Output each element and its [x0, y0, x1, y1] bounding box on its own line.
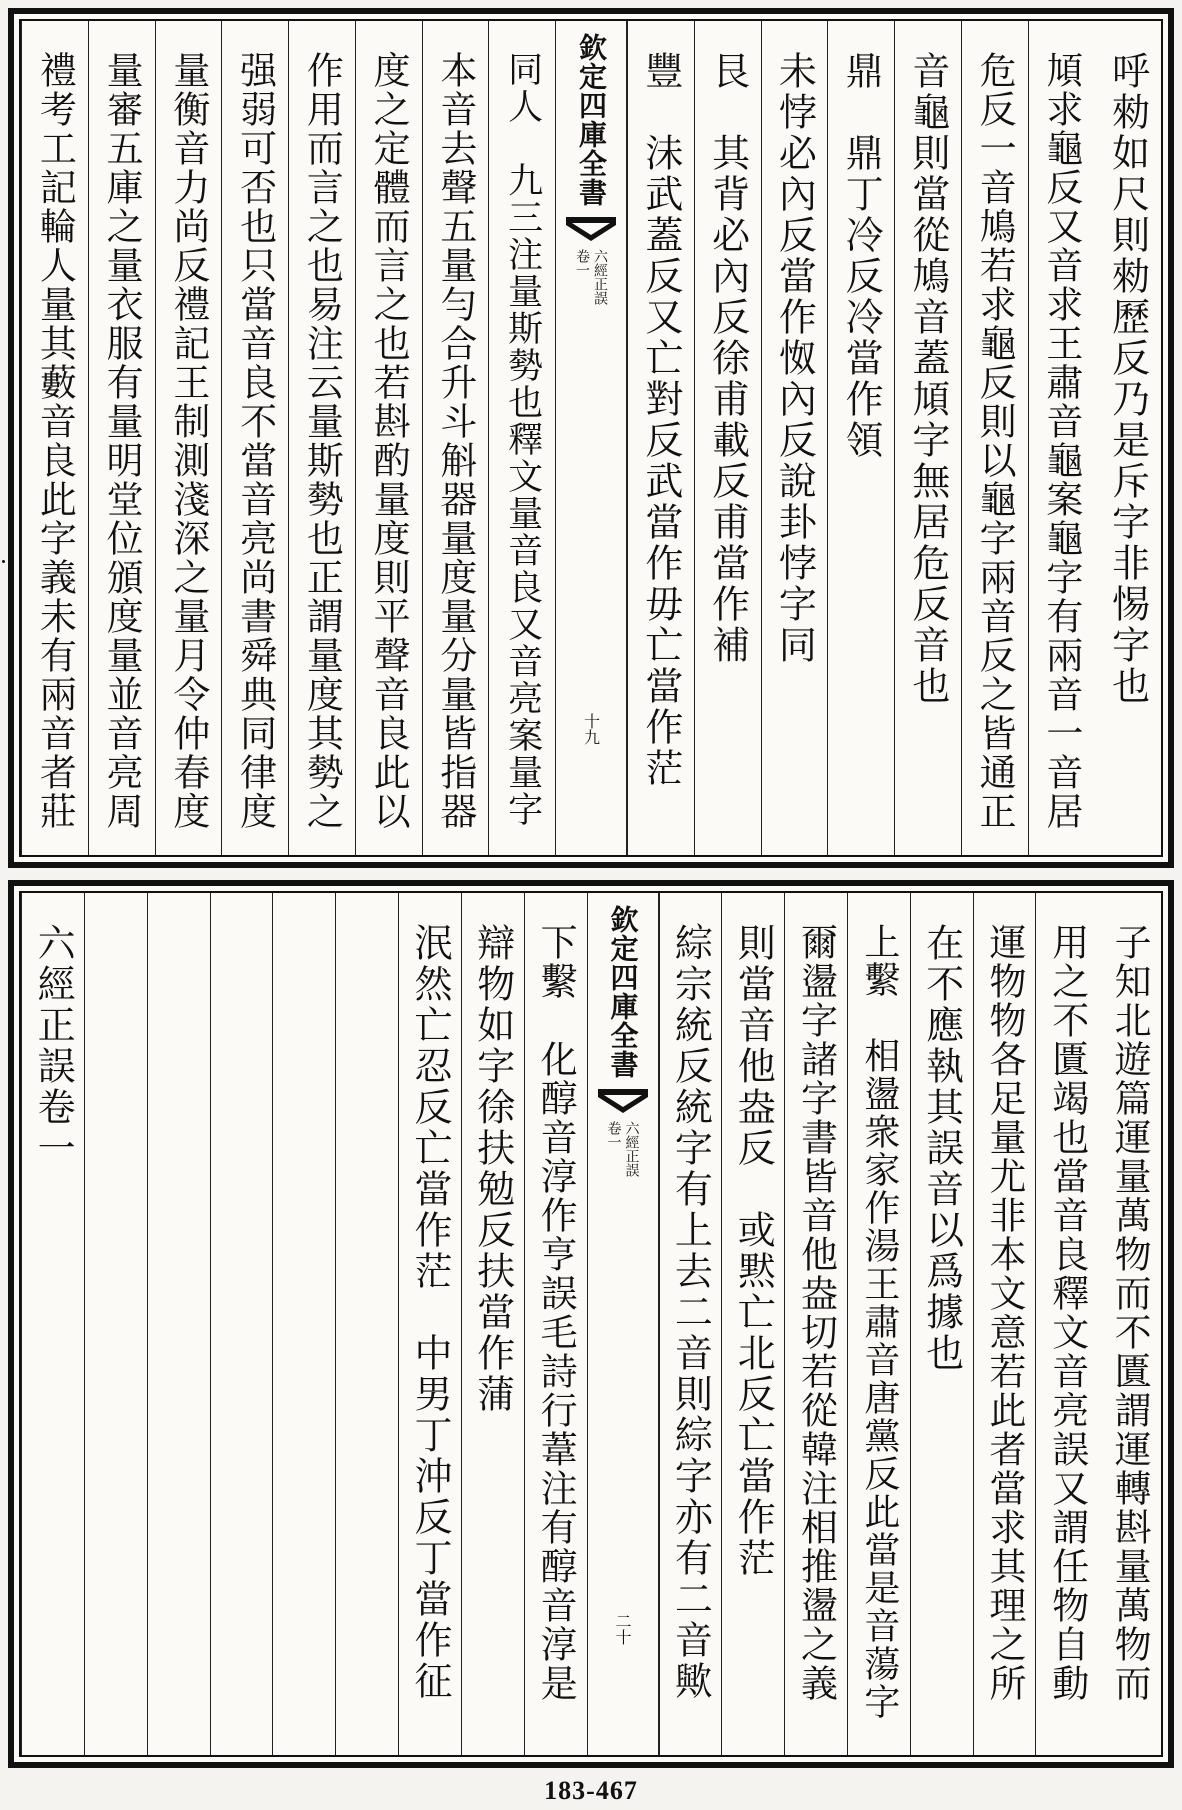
text-column: [288, 21, 355, 855]
column-text: 危反一音鳩若求龜反則以龜字兩音反之皆通正: [973, 51, 1017, 831]
text-column: [827, 21, 894, 855]
page-footer-number: 183-467: [544, 1776, 638, 1805]
text-column: [961, 21, 1028, 855]
column-text: 本音去聲五量勻合升斗斛器量度量分量皆指器: [433, 51, 477, 831]
column-text: 鼎 鼎丁冷反冷當作領: [839, 51, 884, 461]
center-fold: [587, 893, 659, 1755]
empty-column: [272, 893, 335, 1755]
text-column: [910, 893, 973, 1755]
fishtail-mark-icon: [564, 215, 618, 243]
text-column: [1094, 21, 1161, 855]
text-column: [784, 893, 847, 1755]
column-text: 艮 其背必內反徐甫載反甫當作補: [705, 51, 750, 666]
column-text: 六經正誤卷一: [31, 923, 76, 1169]
column-text: 頄求龜反又音求王肅音龜案龜字有兩音一音居: [1039, 51, 1083, 831]
text-column: [21, 893, 84, 1755]
bottom-page-columns: [21, 893, 1161, 1755]
column-text: 綜宗統反統字有上去二音則綜字亦有二音歟: [668, 923, 713, 1702]
empty-column: [147, 893, 210, 1755]
text-column: [1028, 21, 1095, 855]
column-text: 上繫 相盪衆家作湯王肅音唐黨反此當是音蕩字: [858, 923, 900, 1721]
fishtail-mark-icon: [596, 1087, 650, 1115]
column-text: 則當音他盎反 或黙亡北反亡當作茫: [731, 923, 776, 1579]
text-column: [973, 893, 1036, 1755]
bottom-page-frame: [19, 891, 1163, 1757]
series-title: 欽定四庫全書: [606, 905, 640, 1079]
text-column: [355, 21, 422, 855]
text-column: [155, 21, 222, 855]
scan-speck: [2, 560, 5, 563]
book-title: 六經正誤: [592, 249, 608, 305]
column-text: 量衡音力尚反禮記王制測淺深之量月令仲春度: [166, 51, 210, 831]
series-title: 欽定四庫全書: [575, 33, 608, 207]
text-column: [524, 893, 587, 1755]
text-column: [694, 21, 761, 855]
center-fold: [555, 21, 627, 855]
column-text: 豐 沬武蓋反又亡對反武當作毋亡當作茫: [638, 51, 683, 789]
empty-column: [335, 893, 398, 1755]
text-column: [627, 21, 694, 855]
text-column: [398, 893, 461, 1755]
column-text: 辯物如字徐扶勉反扶當作蒲: [470, 923, 515, 1415]
fold-meta: [575, 249, 607, 305]
folio-number: 二十: [613, 1613, 632, 1645]
book-title: 六經正誤: [623, 1121, 640, 1177]
column-text: 同人 九三注量斯勢也釋文量音良又音亮案量字: [502, 51, 543, 828]
column-text: 在不應執其誤音以爲據也: [919, 923, 964, 1374]
column-text: 呼勑如尺則勑歷反乃是斥字非惕字也: [1105, 51, 1150, 707]
text-column: [659, 893, 722, 1755]
text-column: [847, 893, 910, 1755]
column-text: 度之定體而言之也若斟酌量度則平聲音良此以: [367, 51, 411, 831]
column-text: 泯然亡忍反亡當作茫 中男丁沖反丁當作征: [407, 923, 452, 1702]
top-page-columns: [21, 21, 1161, 855]
bottom-page: [8, 880, 1174, 1768]
text-column: [88, 21, 155, 855]
folio-number: 十九: [581, 713, 601, 745]
fold-meta: [607, 1121, 639, 1177]
column-text: 用之不匱竭也當音良釋文音亮誤又謂任物自動: [1045, 923, 1089, 1703]
text-column: [894, 21, 961, 855]
column-text: 運物物各足量尤非本文意若此者當求其理之所: [982, 923, 1026, 1703]
volume-label: 卷一: [605, 1121, 622, 1149]
volume-label: 卷一: [574, 249, 590, 277]
top-page-frame: [19, 19, 1163, 857]
text-column: [422, 21, 489, 855]
text-column: [721, 893, 784, 1755]
column-text: 下繫 化醇音淳作亨誤毛詩行葦注有醇音淳是: [534, 923, 578, 1703]
text-column: [1098, 893, 1161, 1755]
text-column: [221, 21, 288, 855]
empty-column: [210, 893, 273, 1755]
column-text: 未悖必內反當作怓內反說卦悖字同: [772, 51, 817, 666]
text-column: [461, 893, 524, 1755]
text-column: [488, 21, 555, 855]
text-column: [1035, 893, 1098, 1755]
column-text: 爾盪字諸字書皆音他盎切若從韓注相推盪之義: [794, 923, 838, 1703]
text-column: [21, 21, 88, 855]
column-text: 量審五庫之量衣服有量明堂位頒度量並音亮周: [100, 51, 144, 831]
column-text: 音龜則當從鳩音蓋頄字無居危反音也: [905, 51, 950, 707]
top-page: [8, 8, 1174, 868]
column-text: 子知北遊篇運量萬物而不匱謂運轉斟量萬物而: [1108, 923, 1152, 1703]
empty-column: [84, 893, 147, 1755]
column-text: 作用而言之也易注云量斯勢也正謂量度其勢之: [300, 51, 344, 831]
text-column: [761, 21, 828, 855]
column-text: 禮考工記輪人量其藪音良此字義未有兩音者莊: [33, 51, 77, 831]
column-text: 强弱可否也只當音良不當音亮尚書舜典同律度: [233, 51, 277, 831]
